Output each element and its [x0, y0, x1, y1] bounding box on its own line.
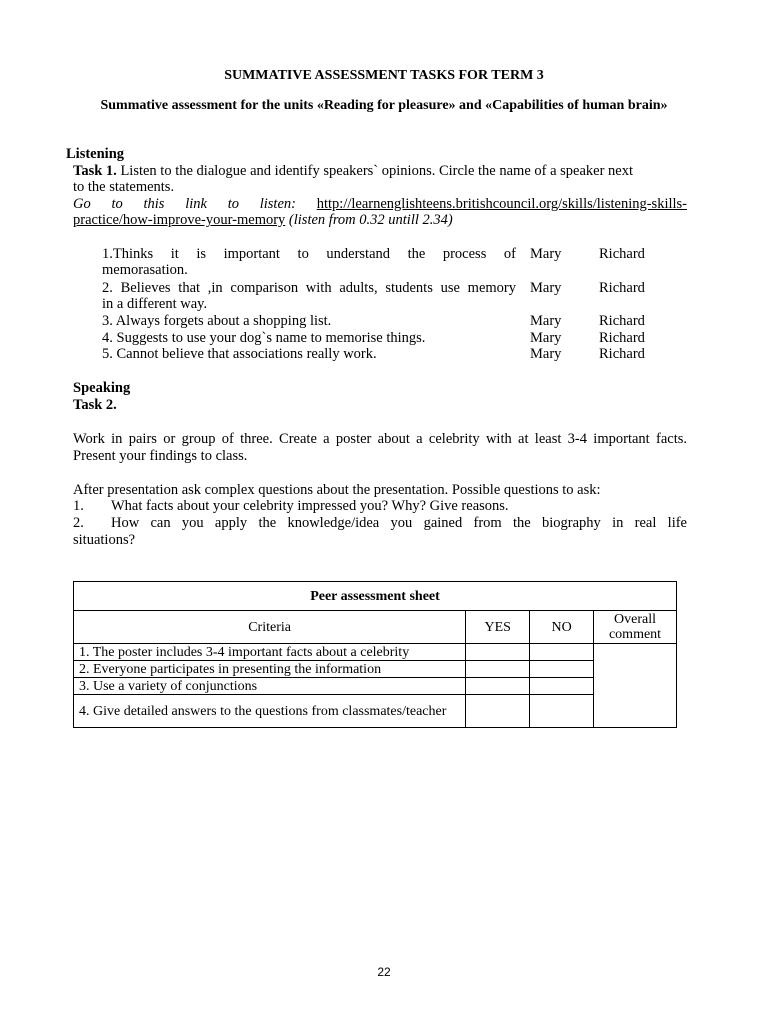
table-row [74, 644, 677, 661]
criteria-header: Criteria [74, 611, 466, 644]
statement-3: 3. Always forgets about a shopping list. [102, 313, 332, 329]
statement-4-option-mary[interactable]: Mary [530, 330, 562, 346]
statement-5: 5. Cannot believe that associations really work. [102, 346, 377, 362]
no-cell[interactable] [530, 661, 594, 678]
listening-link-cont[interactable]: practice/how-improve-your-memory [73, 212, 286, 228]
task1-text: Listen to the dialogue and identify speakers` opinions. Circle the name of a speaker next [116, 163, 634, 179]
statement-5-option-richard[interactable]: Richard [599, 346, 645, 362]
question-1-number: 1. [73, 498, 84, 514]
task2-para1-line2: Present your findings to class. [73, 448, 248, 464]
overall-comment-header: Overall comment [594, 611, 677, 644]
listening-heading: Listening [66, 146, 125, 162]
task2-para1-line1: Work in pairs or group of three. Create a poster about a celebrity with at least 3-4 important facts. [73, 431, 687, 447]
yes-cell[interactable] [466, 661, 530, 678]
speaking-heading: Speaking [73, 380, 131, 396]
statement-1-line1: 1.Thinks it is important to understand the process of [102, 246, 516, 262]
statement-4: 4. Suggests to use your dog`s name to memorise things. [102, 330, 426, 346]
question-2-line2: situations? [73, 532, 136, 548]
table-title-row [74, 582, 677, 611]
criteria-cell: 2. Everyone participates in presenting the information [74, 661, 466, 678]
statement-3-option-mary[interactable]: Mary [530, 313, 562, 329]
statement-5-option-mary[interactable]: Mary [530, 346, 562, 362]
peer-assessment-table [73, 581, 677, 728]
page-number: 22 [377, 965, 391, 979]
yes-cell[interactable] [466, 678, 530, 695]
table-header-row [74, 611, 677, 644]
no-cell[interactable] [530, 644, 594, 661]
no-cell[interactable] [530, 678, 594, 695]
task1-line2: to the statements. [73, 179, 175, 195]
task2-label: Task 2. [73, 397, 117, 413]
link-intro: Go to this link to listen: [73, 196, 296, 212]
criteria-cell: 4. Give detailed answers to the questions from classmates/teacher [74, 695, 466, 728]
statement-2-option-richard[interactable]: Richard [599, 280, 645, 296]
link-note: (listen from 0.32 untill 2.34) [285, 212, 453, 228]
yes-cell[interactable] [466, 644, 530, 661]
question-1: What facts about your celebrity impressed you? Why? Give reasons. [111, 498, 509, 514]
yes-cell[interactable] [466, 695, 530, 728]
listening-link[interactable]: http://learnenglishteens.britishcouncil.org/skills/listening-skills- [316, 196, 688, 212]
question-2-number: 2. [73, 515, 84, 531]
table-row [74, 661, 677, 678]
statement-3-option-richard[interactable]: Richard [599, 313, 645, 329]
link-line1 [73, 196, 687, 212]
statement-2-option-mary[interactable]: Mary [530, 280, 562, 296]
page-title: SUMMATIVE ASSESSMENT TASKS FOR TERM 3 [224, 68, 544, 83]
criteria-cell: 1. The poster includes 3-4 important facts about a celebrity [74, 644, 466, 661]
statement-1-option-mary[interactable]: Mary [530, 246, 562, 262]
overall-comment-cell[interactable] [594, 644, 677, 728]
statement-2-line1: 2. Believes that ,in comparison with adults, students use memory [102, 280, 516, 296]
statement-1-line2: memorasation. [102, 262, 188, 278]
page-subtitle: Summative assessment for the units «Reading for pleasure» and «Capabilities of human brain» [100, 98, 668, 113]
statement-2-line2: in a different way. [102, 296, 208, 312]
table-row [74, 695, 677, 728]
criteria-cell: 3. Use a variety of conjunctions [74, 678, 466, 695]
question-2-line1: How can you apply the knowledge/idea you gained from the biography in real life [111, 515, 687, 531]
statement-4-option-richard[interactable]: Richard [599, 330, 645, 346]
yes-header: YES [466, 611, 530, 644]
table-row [74, 678, 677, 695]
link-line2 [73, 212, 453, 228]
task2-para2: After presentation ask complex questions about the presentation. Possible questions to ask: [73, 482, 601, 498]
peer-sheet-title: Peer assessment sheet [74, 582, 677, 611]
statement-1-option-richard[interactable]: Richard [599, 246, 645, 262]
no-cell[interactable] [530, 695, 594, 728]
task1-line1 [73, 163, 687, 179]
no-header: NO [530, 611, 594, 644]
task1-label: Task 1. [73, 163, 117, 179]
